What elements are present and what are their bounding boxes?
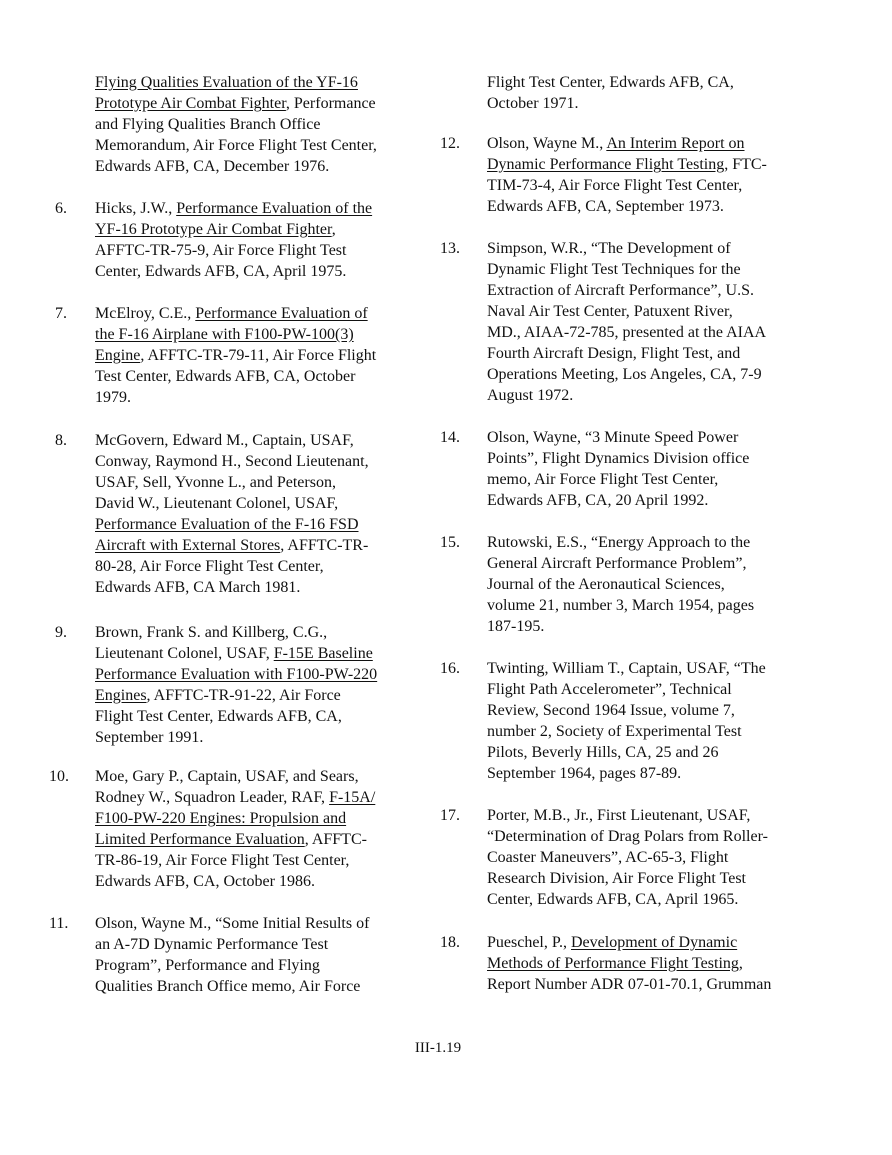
reference-segment: Lieutenant Colonel, USAF, — [95, 645, 274, 662]
reference-segment: Journal of the Aeronautical Sciences, — [487, 576, 725, 593]
reference-line — [95, 535, 369, 556]
reference-line — [95, 430, 369, 451]
reference-number: 10. — [49, 768, 69, 785]
reference-line — [487, 742, 766, 763]
reference-line — [487, 826, 768, 847]
reference-line — [487, 72, 734, 93]
reference-segment: General Aircraft Performance Problem”, — [487, 555, 747, 572]
reference-segment: AFFTC-TR-75-9, Air Force Flight Test — [95, 242, 347, 259]
reference-segment: , AFFTC-TR- — [280, 537, 369, 554]
reference-line — [487, 133, 767, 154]
reference-segment: August 1972. — [487, 387, 574, 404]
reference-segment: Flight Path Accelerometer”, Technical — [487, 681, 732, 698]
reference-line — [487, 448, 749, 469]
reference-segment: , — [331, 221, 336, 238]
reference-segment: Report Number ADR 07-01-70.1, Grumman — [487, 976, 772, 993]
reference-segment: Olson, Wayne M., “Some Initial Results of — [95, 915, 370, 932]
reference-title-underlined: Performance Evaluation of the — [176, 200, 373, 217]
reference-segment: Rodney W., Squadron Leader, RAF, — [95, 789, 330, 806]
reference-segment: McGovern, Edward M., Captain, USAF, — [95, 432, 354, 449]
reference-line — [487, 721, 766, 742]
reference-segment: Brown, Frank S. and Killberg, C.G., — [95, 624, 328, 641]
reference-line — [95, 303, 376, 324]
reference-segment: Qualities Branch Office memo, Air Force — [95, 978, 361, 995]
reference-segment: 187-195. — [487, 618, 545, 635]
reference-line — [487, 553, 754, 574]
reference-line — [95, 135, 377, 156]
reference-number: 7. — [55, 305, 67, 322]
reference-line — [487, 280, 766, 301]
reference-text — [487, 532, 754, 637]
reference-segment: Program”, Performance and Flying — [95, 957, 320, 974]
reference-line — [487, 196, 767, 217]
reference-segment: MD., AIAA-72-785, presented at the AIAA — [487, 324, 767, 341]
reference-title-underlined: Flying Qualities Evaluation of the YF-16 — [95, 74, 358, 91]
reference-line — [95, 664, 377, 685]
reference-segment: McElroy, C.E., — [95, 305, 196, 322]
reference-text — [95, 766, 375, 892]
reference-line — [487, 763, 766, 784]
reference-segment: Operations Meeting, Los Angeles, CA, 7-9 — [487, 366, 762, 383]
reference-line — [95, 493, 369, 514]
reference-line — [95, 955, 369, 976]
page-number: III-1.19 — [414, 1040, 462, 1056]
reference-line — [95, 643, 377, 664]
reference-segment: an A-7D Dynamic Performance Test — [95, 936, 329, 953]
reference-segment: David W., Lieutenant Colonel, USAF, — [95, 495, 339, 512]
reference-line — [487, 974, 771, 995]
reference-segment: number 2, Society of Experimental Test — [487, 723, 742, 740]
reference-segment: 1979. — [95, 389, 131, 406]
reference-segment: Edwards AFB, CA, October 1986. — [95, 873, 315, 890]
reference-line — [487, 490, 749, 511]
reference-segment: October 1971. — [487, 95, 579, 112]
reference-title-underlined: An Interim Report on — [606, 135, 745, 152]
reference-segment: September 1964, pages 87-89. — [487, 765, 682, 782]
reference-title-underlined: Prototype Air Combat Fighter — [95, 95, 286, 112]
reference-line — [487, 679, 766, 700]
reference-line — [487, 154, 767, 175]
reference-title-underlined: F-15E Baseline — [273, 645, 373, 662]
reference-line — [95, 514, 369, 535]
reference-line — [487, 343, 766, 364]
reference-segment: , AFFTC- — [304, 831, 367, 848]
reference-line — [487, 616, 754, 637]
reference-line — [487, 364, 766, 385]
reference-title-underlined: Performance Evaluation of — [195, 305, 368, 322]
reference-line — [487, 574, 754, 595]
reference-line — [487, 469, 749, 490]
reference-line — [95, 727, 377, 748]
reference-number: 11. — [49, 915, 69, 932]
reference-title-underlined: YF-16 Prototype Air Combat Fighter — [95, 221, 332, 238]
reference-line — [95, 387, 376, 408]
reference-line — [487, 805, 768, 826]
reference-text — [95, 303, 376, 408]
reference-line — [487, 238, 766, 259]
reference-segment: volume 21, number 3, March 1954, pages — [487, 597, 755, 614]
reference-text — [487, 805, 768, 910]
reference-text — [487, 658, 766, 784]
reference-line — [95, 72, 377, 93]
reference-line — [95, 787, 375, 808]
reference-segment: Olson, Wayne M., — [487, 135, 607, 152]
reference-segment: Memorandum, Air Force Flight Test Center, — [95, 137, 377, 154]
reference-segment: Test Center, Edwards AFB, CA, October — [95, 368, 356, 385]
reference-segment: TIM-73-4, Air Force Flight Test Center, — [487, 177, 743, 194]
reference-segment: Rutowski, E.S., “Energy Approach to the — [487, 534, 751, 551]
reference-line — [95, 685, 377, 706]
reference-text — [487, 133, 767, 217]
reference-line — [487, 532, 754, 553]
reference-line — [95, 556, 369, 577]
reference-line — [487, 93, 734, 114]
reference-title-underlined: Performance Evaluation with F100-PW-220 — [95, 666, 378, 683]
reference-line — [95, 913, 369, 934]
reference-segment: Olson, Wayne, “3 Minute Speed Power — [487, 429, 739, 446]
reference-title-underlined: Engines — [95, 687, 147, 704]
reference-title-underlined: the F-16 Airplane with F100-PW-100(3) — [95, 326, 354, 343]
reference-line — [95, 976, 369, 997]
reference-number: 16. — [440, 660, 460, 677]
reference-segment: Simpson, W.R., “The Development of — [487, 240, 731, 257]
reference-segment: Moe, Gary P., Captain, USAF, and Sears, — [95, 768, 359, 785]
reference-line — [487, 889, 768, 910]
reference-number: 17. — [440, 807, 460, 824]
reference-title-underlined: Limited Performance Evaluation — [95, 831, 305, 848]
reference-segment: Twinting, William T., Captain, USAF, “The — [487, 660, 766, 677]
reference-title-underlined: F100-PW-220 Engines: Propulsion and — [95, 810, 347, 827]
reference-line — [95, 577, 369, 598]
reference-title-underlined: Engine — [95, 347, 141, 364]
reference-segment: , Performance — [285, 95, 376, 112]
reference-line — [95, 345, 376, 366]
reference-number: 12. — [440, 135, 460, 152]
reference-line — [95, 472, 369, 493]
reference-text — [95, 72, 377, 177]
reference-segment: Naval Air Test Center, Patuxent River, — [487, 303, 733, 320]
reference-segment: Dynamic Flight Test Techniques for the — [487, 261, 741, 278]
reference-segment: Center, Edwards AFB, CA, April 1965. — [487, 891, 739, 908]
reference-text — [95, 622, 377, 748]
reference-segment: , AFFTC-TR-91-22, Air Force — [146, 687, 341, 704]
reference-text — [487, 932, 771, 995]
reference-title-underlined: Methods of Performance Flight Testing — [487, 955, 739, 972]
reference-segment: USAF, Sell, Yvonne L., and Peterson, — [95, 474, 336, 491]
reference-number: 6. — [55, 200, 67, 217]
page-footer — [0, 1040, 892, 1057]
reference-line — [95, 240, 372, 261]
reference-segment: Edwards AFB, CA, September 1973. — [487, 198, 724, 215]
reference-line — [95, 93, 377, 114]
reference-segment: Edwards AFB, CA March 1981. — [95, 579, 301, 596]
reference-line — [95, 934, 369, 955]
reference-number: 9. — [55, 624, 67, 641]
reference-line — [487, 385, 766, 406]
reference-line — [95, 366, 376, 387]
reference-line — [95, 324, 376, 345]
reference-segment: Review, Second 1964 Issue, volume 7, — [487, 702, 735, 719]
reference-line — [487, 700, 766, 721]
reference-segment: Center, Edwards AFB, CA, April 1975. — [95, 263, 347, 280]
reference-segment: , — [738, 955, 743, 972]
reference-line — [95, 261, 372, 282]
reference-line — [487, 259, 766, 280]
reference-title-underlined: Dynamic Performance Flight Testing — [487, 156, 725, 173]
reference-number: 8. — [55, 432, 67, 449]
reference-line — [95, 766, 375, 787]
reference-number: 15. — [440, 534, 460, 551]
reference-title-underlined: Development of Dynamic — [571, 934, 738, 951]
reference-line — [95, 219, 372, 240]
reference-segment: Points”, Flight Dynamics Division office — [487, 450, 750, 467]
reference-line — [487, 932, 771, 953]
reference-segment: Pueschel, P., — [487, 934, 571, 951]
reference-segment: Edwards AFB, CA, December 1976. — [95, 158, 330, 175]
reference-segment: September 1991. — [95, 729, 204, 746]
reference-line — [487, 953, 771, 974]
reference-text — [95, 913, 369, 997]
reference-segment: Extraction of Aircraft Performance”, U.S. — [487, 282, 755, 299]
reference-title-underlined: Aircraft with External Stores — [95, 537, 281, 554]
reference-text — [95, 198, 372, 282]
reference-number: 18. — [440, 934, 460, 951]
reference-line — [95, 451, 369, 472]
reference-segment: 80-28, Air Force Flight Test Center, — [95, 558, 324, 575]
reference-line — [487, 658, 766, 679]
reference-line — [95, 114, 377, 135]
reference-line — [487, 595, 754, 616]
reference-segment: Hicks, J.W., — [95, 200, 177, 217]
reference-segment: , FTC- — [724, 156, 767, 173]
reference-segment: Pilots, Beverly Hills, CA, 25 and 26 — [487, 744, 719, 761]
reference-segment: memo, Air Force Flight Test Center, — [487, 471, 719, 488]
reference-segment: , AFFTC-TR-79-11, Air Force Flight — [140, 347, 377, 364]
reference-segment: and Flying Qualities Branch Office — [95, 116, 321, 133]
reference-segment: “Determination of Drag Polars from Roller- — [487, 828, 768, 845]
reference-line — [487, 301, 766, 322]
reference-segment: Coaster Maneuvers”, AC-65-3, Flight — [487, 849, 729, 866]
reference-segment: Research Division, Air Force Flight Test — [487, 870, 746, 887]
reference-segment: Fourth Aircraft Design, Flight Test, and — [487, 345, 741, 362]
reference-text — [95, 430, 369, 598]
reference-line — [487, 847, 768, 868]
reference-text — [487, 427, 749, 511]
reference-line — [95, 156, 377, 177]
reference-text — [487, 72, 734, 114]
reference-segment: TR-86-19, Air Force Flight Test Center, — [95, 852, 350, 869]
reference-segment: Flight Test Center, Edwards AFB, CA, — [95, 708, 342, 725]
reference-line — [487, 175, 767, 196]
reference-line — [95, 622, 377, 643]
reference-title-underlined: F-15A/ — [329, 789, 376, 806]
reference-segment: Edwards AFB, CA, 20 April 1992. — [487, 492, 709, 509]
reference-line — [95, 829, 375, 850]
reference-line — [95, 706, 377, 727]
reference-line — [95, 871, 375, 892]
reference-line — [487, 868, 768, 889]
reference-segment: Flight Test Center, Edwards AFB, CA, — [487, 74, 734, 91]
reference-text — [487, 238, 766, 406]
reference-line — [95, 850, 375, 871]
reference-segment: Porter, M.B., Jr., First Lieutenant, USAF, — [487, 807, 751, 824]
reference-line — [95, 808, 375, 829]
reference-line — [487, 322, 766, 343]
reference-number: 14. — [440, 429, 460, 446]
reference-title-underlined: Performance Evaluation of the F-16 FSD — [95, 516, 359, 533]
reference-segment: Conway, Raymond H., Second Lieutenant, — [95, 453, 369, 470]
reference-line — [95, 198, 372, 219]
reference-line — [487, 427, 749, 448]
reference-number: 13. — [440, 240, 460, 257]
